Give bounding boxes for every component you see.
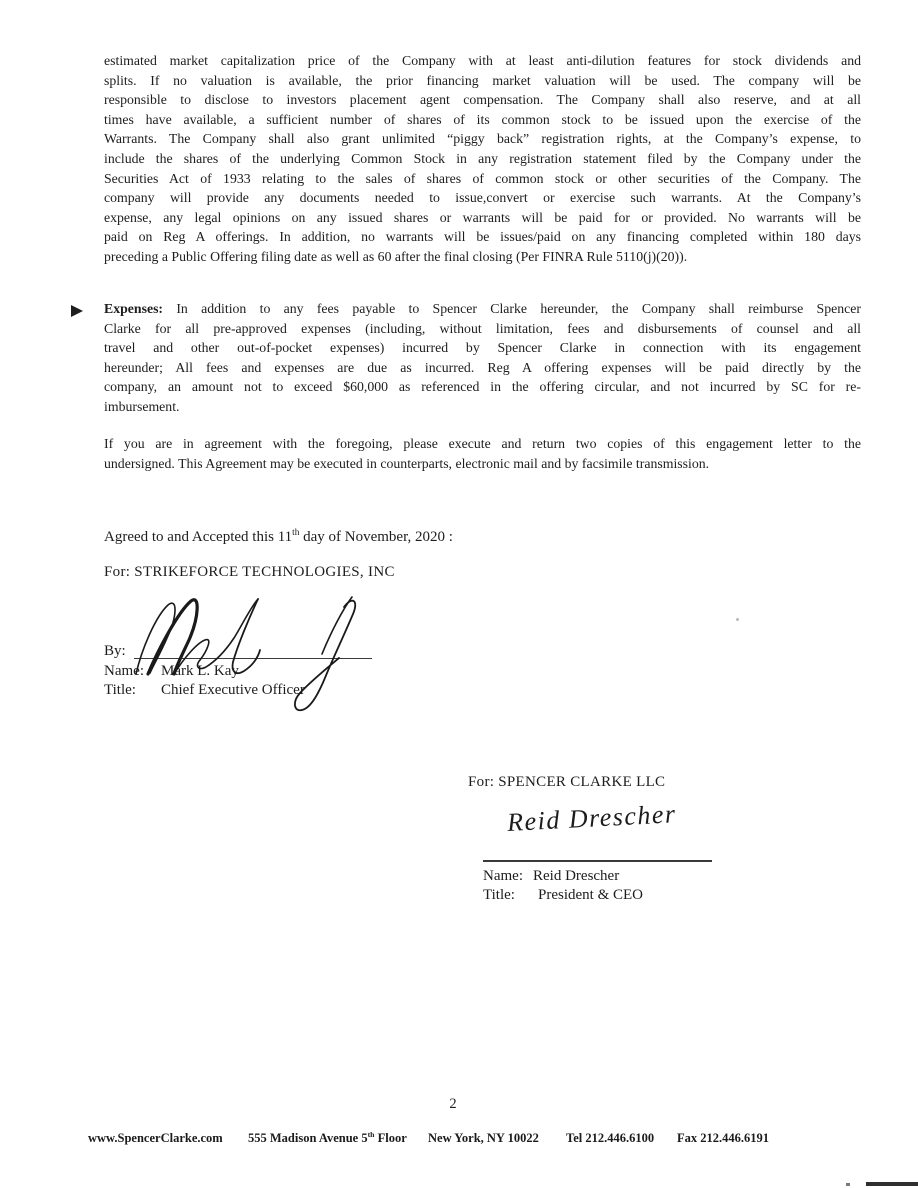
strikeforce-name-label: Name: bbox=[104, 663, 144, 679]
spencer-clarke-for-line: For: SPENCER CLARKE LLC bbox=[468, 774, 666, 790]
text-line: undersigned. This Agreement may be executed in counterparts, electronic mail and by facsimile transmission. bbox=[104, 455, 710, 471]
page-number: 2 bbox=[449, 1096, 457, 1112]
by-label: By: bbox=[104, 643, 126, 659]
bullet-arrow-inner bbox=[83, 308, 89, 314]
text-line: splits. If no valuation is available, the prior financing market valuation will be used. The company will be bbox=[104, 72, 861, 88]
agreed-suffix: day of November, 2020 : bbox=[299, 529, 453, 545]
footer-city: New York, NY 10022 bbox=[428, 1131, 539, 1145]
footer-tel: Tel 212.446.6100 bbox=[566, 1131, 655, 1145]
agreed-date-line bbox=[104, 528, 453, 546]
text-line: hereunder; All fees and expenses are due as incurred. Reg A offering expenses will be paid directly by the bbox=[104, 359, 861, 375]
scan-artifact-speck bbox=[736, 618, 739, 621]
spencer-clarke-signature-line bbox=[483, 860, 712, 862]
expenses-first-line-text: In addition to any fees payable to Spencer Clarke hereunder, the Company shall reimburse Spencer bbox=[176, 301, 861, 316]
expenses-lead: Expenses: bbox=[104, 301, 164, 316]
text-line: Warrants. The Company shall also grant unlimited “piggy back” registration rights, at the Company’s expense, to bbox=[104, 131, 861, 147]
agreed-prefix: Agreed to and Accepted this 11 bbox=[104, 529, 293, 545]
footer-address-suffix: Floor bbox=[374, 1131, 407, 1145]
spencer-title-value: President & CEO bbox=[538, 887, 643, 903]
scan-artifact-dot bbox=[846, 1183, 850, 1186]
text-line: travel and other out-of-pocket expenses) incurred by Spencer Clarke in connection with its engagement bbox=[104, 340, 861, 356]
text-line: Clarke for all pre-approved expenses (including, without limitation, fees and disbursements of counsel and all bbox=[104, 320, 861, 336]
text-line: If you are in agreement with the foregoing, please execute and return two copies of this engagement letter to the bbox=[104, 436, 861, 451]
text-line: Securities Act of 1933 relating to the sales of shares of common stock or other securities of the Company. The bbox=[104, 170, 861, 186]
footer-address-sup: th bbox=[367, 1129, 375, 1139]
strikeforce-title-value: Chief Executive Officer bbox=[161, 682, 305, 698]
text-line: preceding a Public Offering filing date as well as 60 after the final closing (Per FINRA Rule 5110(j)(20)). bbox=[104, 248, 688, 264]
spencer-name-label: Name: bbox=[483, 868, 523, 884]
strikeforce-for-line: For: STRIKEFORCE TECHNOLOGIES, INC bbox=[104, 564, 395, 580]
text-line: times have available, a sufficient number of shares of its common stock to be issued upon the exercise of the bbox=[104, 111, 861, 127]
paragraph-warrants bbox=[104, 51, 861, 267]
footer-address-prefix: 555 Madison Avenue 5 bbox=[248, 1131, 368, 1145]
text-line: company, an amount not to exceed $60,000 as referenced in the offering circular, and not incurred by SC for re- bbox=[104, 379, 861, 395]
expenses-rest-lines bbox=[104, 319, 861, 417]
agreed-superscript: th bbox=[292, 528, 300, 538]
strikeforce-name-value: Mark L. Kay bbox=[161, 663, 239, 679]
text-line: responsible to disclose to investors placement agent compensation. The Company shall also reserve, and at all bbox=[104, 92, 861, 108]
spencer-title-label: Title: bbox=[483, 887, 515, 903]
text-line: paid on Reg A offerings. In addition, no warrants will be issues/paid on any financing completed within 180 days bbox=[104, 229, 861, 245]
footer-website: www.SpencerClarke.com bbox=[88, 1131, 223, 1145]
spencer-name-value: Reid Drescher bbox=[533, 868, 620, 884]
strikeforce-title-label: Title: bbox=[104, 682, 136, 698]
bullet-arrow-outline bbox=[71, 305, 83, 317]
paragraph-expenses bbox=[104, 299, 861, 417]
text-line: company will provide any documents needed to issue,convert or exercise such warrants. At the Company’s bbox=[104, 190, 861, 206]
reid-drescher-signature: Reid Drescher bbox=[506, 799, 678, 838]
mark-kay-signature bbox=[126, 592, 378, 716]
footer-fax: Fax 212.446.6191 bbox=[677, 1131, 770, 1145]
scan-artifact-dash bbox=[866, 1182, 918, 1186]
paragraph-closing bbox=[104, 434, 861, 473]
text-line: include the shares of the underlying Common Stock in any registration statement filed by the Company under the bbox=[104, 150, 861, 166]
expenses-first-line bbox=[104, 299, 861, 319]
text-line: expense, any legal opinions on any issued shares or warrants will be paid for or provided. No warrants will be bbox=[104, 209, 861, 225]
text-line: estimated market capitalization price of the Company with at least anti-dilution features for stock dividends and bbox=[104, 53, 861, 68]
footer-address bbox=[248, 1131, 407, 1146]
text-line: imbursement. bbox=[104, 398, 180, 414]
